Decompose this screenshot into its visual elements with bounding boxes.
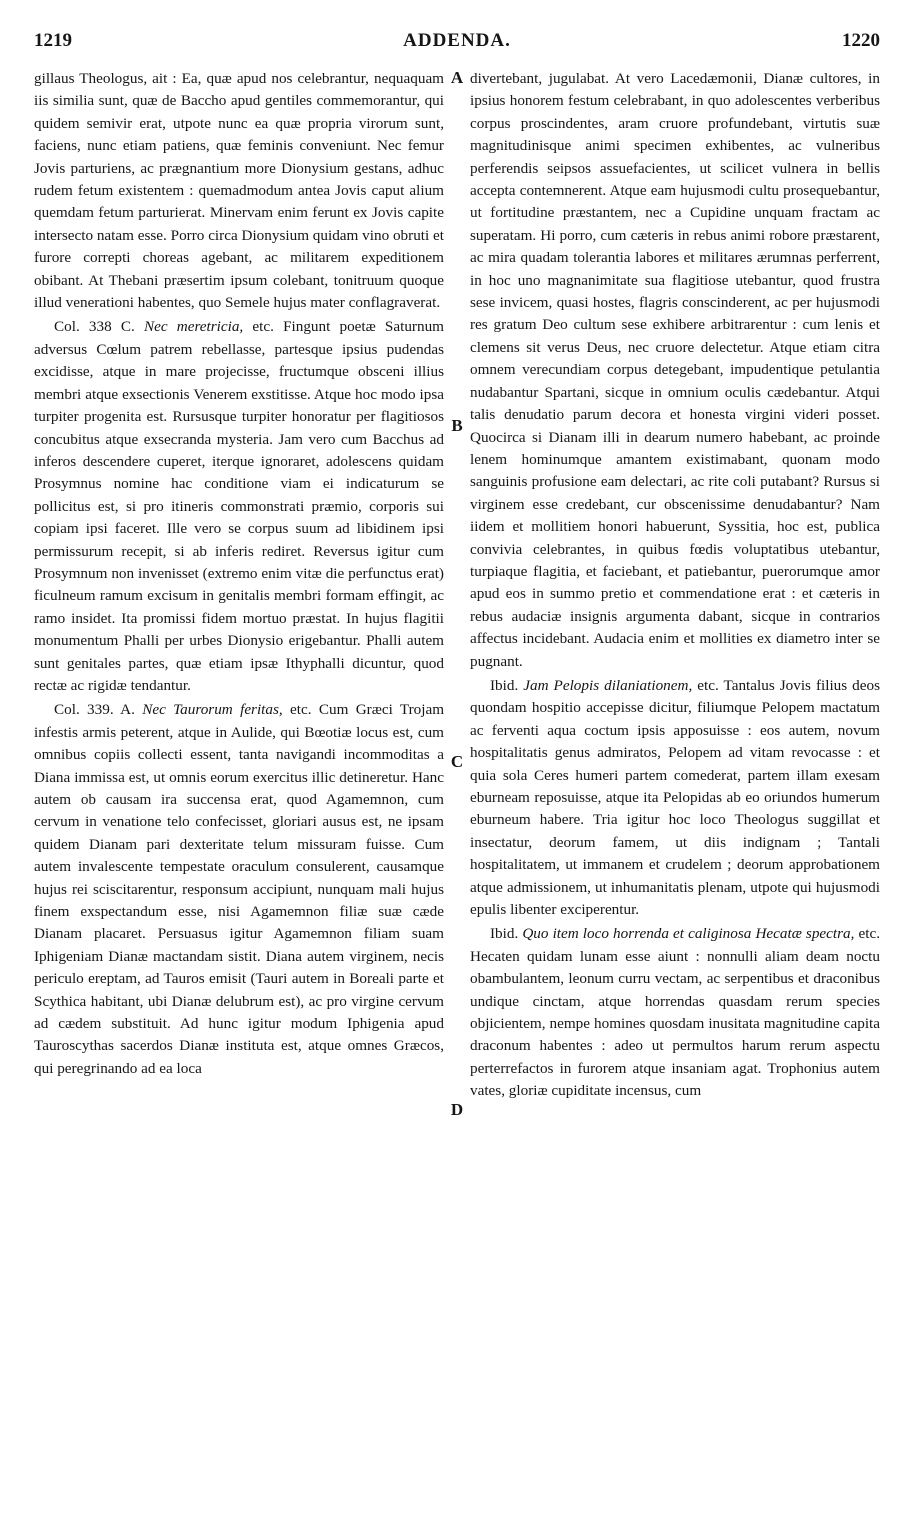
commentary-paragraph	[34, 699, 444, 1080]
column-reference: Ibid.	[490, 925, 519, 943]
lemma: Nec Taurorum feritas,	[142, 701, 283, 719]
commentary-text: etc. Fingunt poetæ Saturnum adversus Cœlum patrem rebellasse, partesque ipsius pudendas excidisse, atque in mare projecisse, fructumque obsceni illius membri atque exsectionis Venerem exstitisse. Atque hoc modo ipsa turpiter progenita est. Rursusque turpiter honoratur per flagitiosos concubitus atque exsecranda mysteria. Jam vero cum Bacchus ad inferos descendere cuperet, iterque ignoraret, adolescens quidam Prosymnus nomine hac conditione viam ei indicaturum se pollicitus est, si pro itineris commonstrati præmio, corporis sui copiam ipsi faceret. Ille vero se corpus suum ad libidinem ipsi permissurum recepit, si ab inferis rediret. Reversus igitur cum Prosymnum non invenisset (extremo enim vitæ die perfunctus erat) ficulneum ramum excisum in genitalis membri formam effingit, ac ramo insidet. Ita promissi fidem mortuo præstat. In hujus flagitii monumentum Phalli per urbes Dionysio erigebantur. Phalli autem sunt genitales partes, quæ etiam ipsæ Ithyphalli dicuntur, quod rectæ ac rigidæ tendantur.	[34, 318, 444, 694]
column-reference: Ibid.	[490, 676, 519, 694]
running-title: ADDENDA.	[403, 30, 511, 51]
commentary-paragraph	[470, 675, 880, 921]
left-column	[34, 68, 444, 1080]
margin-letter-a: A	[450, 68, 464, 87]
margin-letter-d: D	[450, 1100, 464, 1119]
column-reference: Col. 338 C.	[54, 318, 135, 336]
commentary-paragraph	[470, 923, 880, 1102]
commentary-text: etc. Cum Græci Trojam infestis armis peterent, atque in Aulide, qui Bœotiæ locus est, cum omnibus copiis collecti essent, tanta navigandi incommoditas a Diana immissa est, ut omnis eorum exercitus illic detineretur. Hanc autem ob causam ira succensa erat, quod Agamemnon, cum cervum in venatione telo confecisset, gloriari ausus est, ne ipsam quidem Dianam pari dexteritate telum missuram fuisse. Cum autem invalescente tempestate oraculum consulerent, causamque hujus rei sciscitarentur, responsum accipiunt, nunquam mali hujus finem exspectandum esse, nisi Agamemnon filiæ suæ cæde Dianam placaret. Persuasus igitur Agamemnon filiam suam Iphigeniam Dianæ mactandam sistit. Diana autem virginem, necis periculo ereptam, ad Tauros emisit (Tauri autem in Boreali parte et Scythica habitant, ubi Dianæ delubrum est), ac pro virgine cervum ad cædem substituit. Ad hunc igitur modum Iphigenia apud Tauroscythas sacerdos Dianæ instituta est, atque omnes Græcos, qui peregrinando ad ea loca	[34, 701, 445, 1077]
margin-letter-c: C	[450, 752, 464, 771]
paragraph: gillaus Theologus, ait : Ea, quæ apud nos celebrantur, nequaquam iis similia sunt, quæ de Baccho apud gentiles commemorantur, qui quidem semivir erat, utpote nunc ea quæ propria virorum sunt, faciens, nunc etiam patiens, quæ feminis conveniunt. Nec femur Jovis parturiens, ac prægnantium more Dionysium gestans, adhuc rudem fetum existentem : quemadmodum antea Jovis caput alium quemdam fetum parturierat. Minervam enim ferunt ex Jovis capite intersecto natam esse. Porro circa Dionysium quidam vino obruti et furore correpti choreas agebant, ac militarem expeditionem obibant. At Thebani præsertim ipsum colebant, tonitruum quoque illud venerationi habentes, quo Semele hujus mater conflagraverat.	[34, 70, 444, 312]
column-reference: Col. 339. A.	[54, 701, 135, 719]
page-number-right: 1220	[842, 30, 880, 51]
page-number-left: 1219	[34, 30, 72, 51]
margin-letter-b: B	[451, 416, 463, 435]
commentary-paragraph	[34, 316, 444, 697]
paragraph: divertebant, jugulabat. At vero Lacedæmonii, Dianæ cultores, in ipsius honorem festum celebrabant, in quo adolescentes verberibus corpus proscindentes, aram cruore profundebant, virtutis suæ magnitudinisque animi specimen exhibentes, ac vulneribus perferendis seipsos assuefacientes, ut scilicet vulnera in bellis accepta contemnerent. Atque eam hujusmodi cultu prosequebantur, ut fortitudine præstantem, nec a Cupidine unquam fractam ac superatam. Hi porro, cum cæteris in rebus animi robore præstarent, ac mira quadam tolerantia labores et militares ærumnas perferrent, in hoc uno magnanimitate sua flagitiose utebantur, quod frustra sese invicem, quasi hostes, flagris conscinderent, ac per hujusmodi res gratum Deo cultum sese exhibere arbitrarentur : cum lenis et clemens sit verus Deus, nec cruore delectetur. Atque etiam citra omnem verecundiam corpus detegebant, impudentique petulantia nudabantur Spartani, sicque in omnium oculis cædebantur. Atqui talis denudatio parum decora et honesta virgini videri posset. Quocirca si Dianam illi in dearum numero habebant, ac proinde lenem hominumque amantem existimabant, quonam modo sanguinis profusione eam delectari, ac rite coli putabant? Rursus si virginem esse credebant, cur obscenissime denudabantur? Nam iidem et mollitiem honori habuerunt, Syssitia, hoc est, publica convivia celebrantes, in quibus fœdis voluptatibus utebantur, turpiaque flagitia, et faciebant, et patiebantur, puerorumque amor apud eos in summo pretio et commendatione erat : et cæteris in rebus audaciæ insignis argumenta dabant, sicque in contrarios affectus incidebant. Audacia enim et mollities ex diametro inter se pugnant.	[470, 70, 880, 670]
lemma: Nec meretricia,	[143, 318, 244, 336]
commentary-text: etc. Tantalus Jovis filius deos quondam hospitio accepisse dicitur, filiumque Pelopem mactatum ac ferventi aqua coctum ipsis apposuisse : eos autem, novum hospitalitatis genus admiratos, Pelopem ad vitam revocasse : et quia sola Ceres humeri partem comederat, partem illam exesam eburneam reposuisse, atque ita Pelopidas ab eo oriundos humerum eburneum habere. Tria igitur hoc loco Theologus suggillat et insectatur, deorum famem, ut diis indignam ; Tantali hospitalitatem, ut immanem et crudelem ; deorum approbationem atque admissionem, ut inhumanitatis plenam, utpote qui hujusmodi epulis libenter exciperentur.	[470, 676, 880, 919]
lemma: Jam Pelopis dilaniationem,	[523, 676, 693, 694]
commentary-text: etc. Hecaten quidam lunam esse aiunt : nonnulli aliam deam noctu obambulantem, leonum curru vectam, ac serpentibus et draconibus undique cinctam, atque horrendas quasdam rerum species objicientem, nempe homines quosdam inusitata magnitudine capita draconum habentes : adeo ut permultos harum rerum aspectu perterrefactos in furorem atque insaniam agat. Trophonius autem vates, gloriæ cupiditate incensus, cum	[470, 925, 881, 1100]
lemma: Quo item loco horrenda et caliginosa Hecatæ spectra,	[522, 925, 855, 943]
right-column	[470, 68, 880, 1103]
page-header	[34, 30, 880, 60]
